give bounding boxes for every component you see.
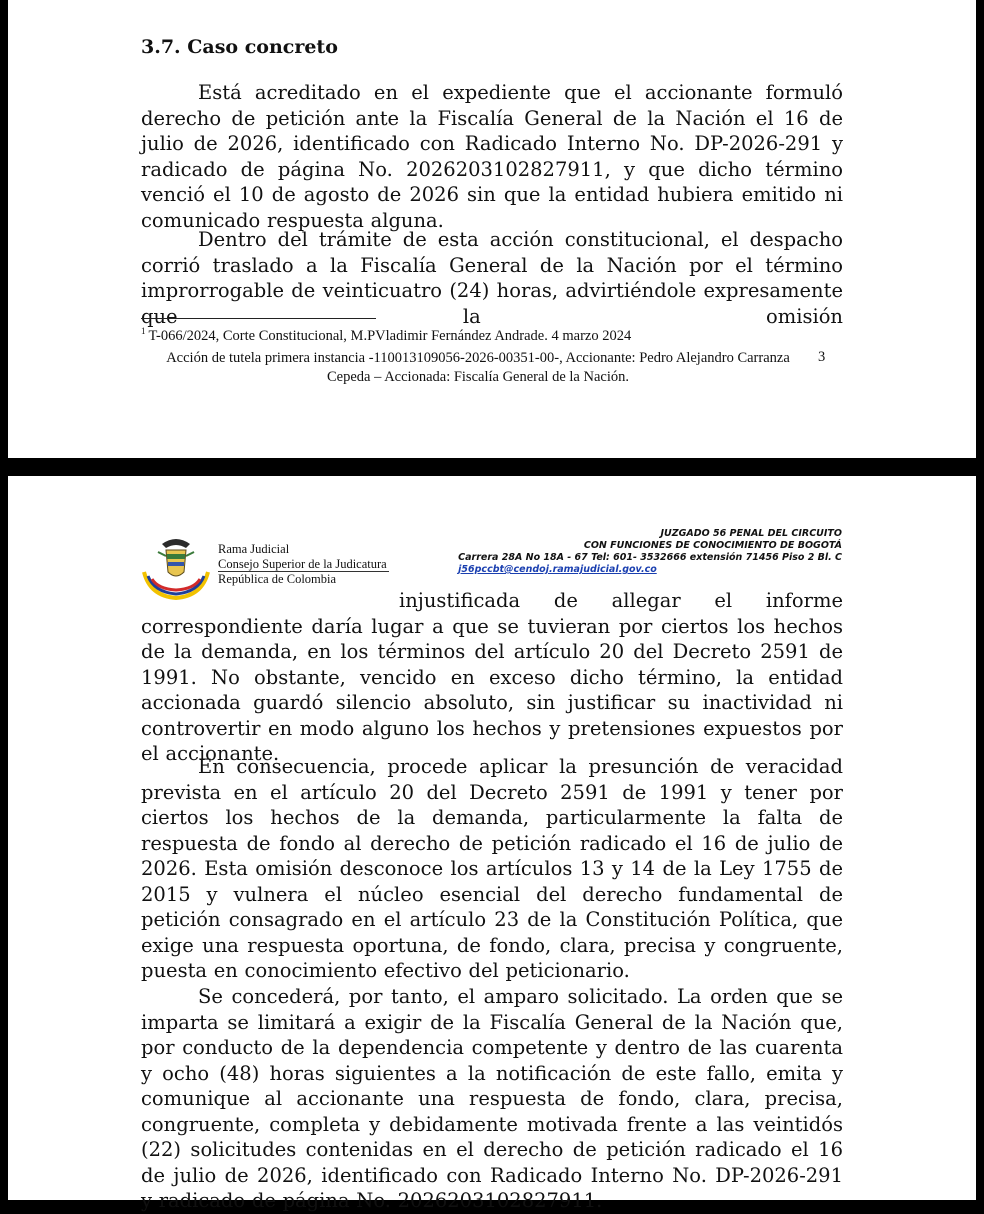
judiciary-entity-block	[218, 542, 389, 587]
court-email-link[interactable]: j56pccbt@cendoj.ramajudicial.gov.co	[458, 564, 657, 575]
running-footer: Acción de tutela primera instancia -110013109056-2026-00351-00-, Accionante: Pedro Alejandro Carranza Cepeda – Accionada: Fiscalía General de la Nación.	[166, 350, 790, 385]
paragraph: Está acreditado en el expediente que el accionante formuló derecho de petición ante la Fiscalía General de la Nación el 16 de julio de 2026, identificado con Radicado Interno No. DP-2026-291 y radicado de página No. 2026203102827911, y que dicho término venció el 10 de agosto de 2026 sin que la entidad hubiera emitido ni comunicado respuesta alguna.	[141, 81, 843, 232]
paragraph: En consecuencia, procede aplicar la presunción de veracidad prevista en el artículo 20 del Decreto 2591 de 1991 y tener por ciertos los hechos de la demanda, particularmente la falta de respuesta de fondo al derecho de petición radicado el 16 de julio de 2026. Esta omisión desconoce los artículos 13 y 14 de la Ley 1755 de 2015 y vulnera el núcleo esencial del derecho fundamental de petición consagrado en el artículo 23 de la Constitución Política, que exige una respuesta oportuna, de fondo, clara, precisa y congruente, puesta en conocimiento efectivo del peticionario.	[141, 755, 843, 982]
footnote-divider	[141, 318, 376, 319]
paragraph: Se concederá, por tanto, el amparo solicitado. La orden que se imparta se limitará a exigir de la Fiscalía General de la Nación que, por conducto de la dependencia competente y dentro de las cuarenta y ocho (48) horas siguientes a la notificación de este fallo, emita y comunique al accionante una respuesta de fondo, clara, precisa, congruente, completa y debidamente motivada frente a las veintidós (22) solicitudes contenidas en el derecho de petición radicado el 16 de julio de 2026, identificado con Radicado Interno No. DP-2026-291 y radicado de página No. 2026203102827911.	[141, 985, 843, 1212]
paragraph	[141, 588, 843, 767]
entity-council: Consejo Superior de la Judicatura	[218, 557, 387, 571]
continuation-first-line: injustificada de allegar el informe	[399, 589, 843, 612]
paragraph: Dentro del trámite de esta acción constitucional, el despacho corrió traslado a la Fiscalía General de la Nación por el término improrrogable de veinticuatro (24) horas, advirtiéndole expresamente que la omisión	[141, 228, 843, 328]
court-address: Carrera 28A No 18A - 67 Tel: 601- 3532666 extensión 71456 Piso 2 Bl. C	[458, 552, 842, 563]
footnote-number: 1	[141, 326, 146, 336]
section-heading: 3.7. Caso concreto	[141, 36, 338, 58]
footnote	[141, 326, 841, 345]
entity-name: Rama Judicial	[218, 542, 290, 556]
footnote-text: T-066/2024, Corte Constitucional, M.PVladimir Fernández Andrade. 4 marzo 2024	[148, 327, 632, 344]
court-name: JUZGADO 56 PENAL DEL CIRCUITO	[660, 528, 842, 539]
document-page-2	[8, 476, 976, 1212]
document-page-1	[8, 0, 976, 458]
court-function: CON FUNCIONES DE CONOCIMIENTO DE BOGOTÁ	[583, 540, 842, 551]
court-header	[458, 528, 842, 576]
continuation-text: correspondiente daría lugar a que se tuvieran por ciertos los hechos de la demanda, en los términos del artículo 20 del Decreto 2591 de 1991. No obstante, vencido en exceso dicho término, la entidad accionada guardó silencio absoluto, sin justificar su inactividad ni controvertir en modo alguno los hechos y pretensiones expuestos por el accionante.	[141, 614, 843, 765]
entity-country: República de Colombia	[218, 572, 337, 586]
page-number: 3	[818, 349, 826, 365]
